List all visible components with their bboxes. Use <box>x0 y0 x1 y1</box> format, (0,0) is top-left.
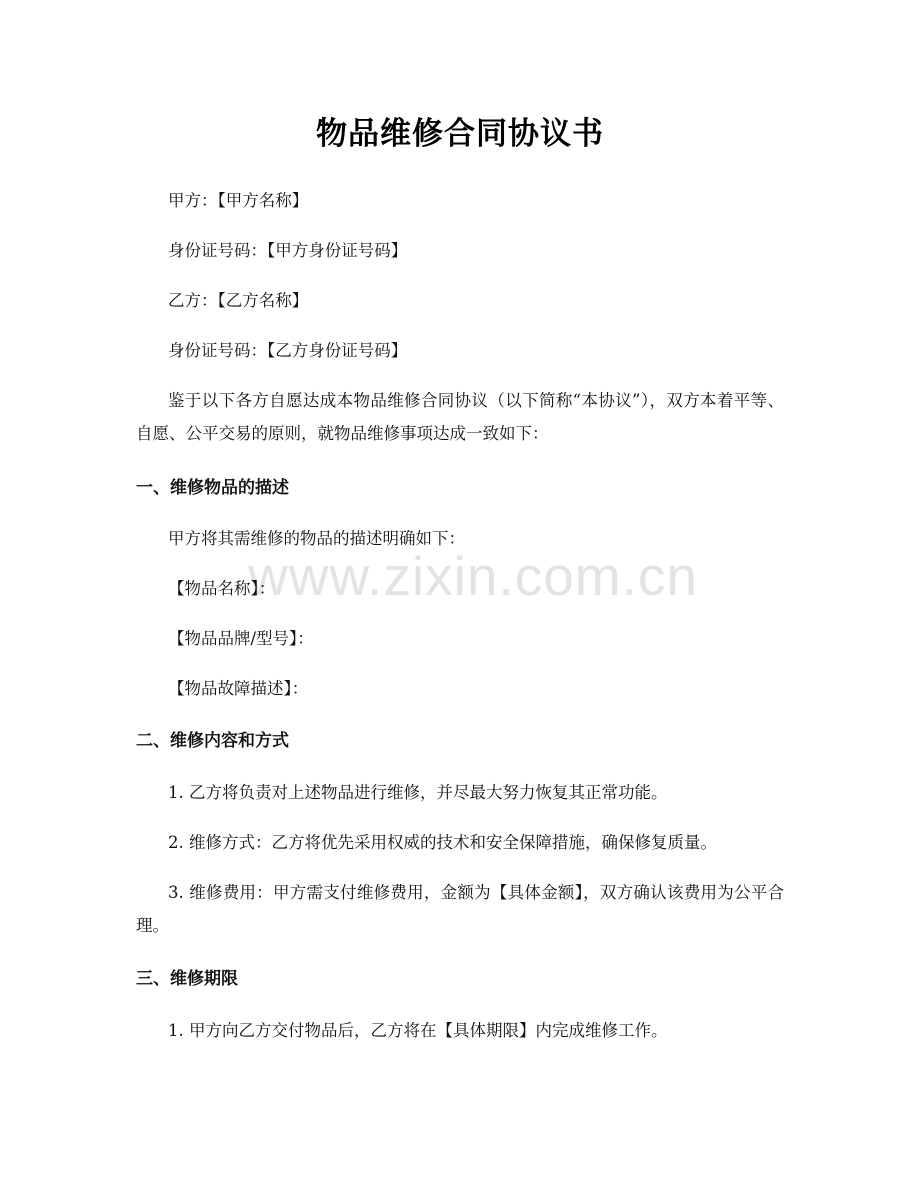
section-3-line: 1. 甲方向乙方交付物品后，乙方将在【具体期限】内完成维修工作。 <box>168 1021 668 1040</box>
party-b-line: 乙方：【乙方名称】 <box>168 291 309 310</box>
party-a-line: 甲方：【甲方名称】 <box>168 191 309 210</box>
section-1-heading: 一、维修物品的描述 <box>136 478 289 498</box>
section-2-paragraph: 3. 维修费用：甲方需支付维修费用，金额为【具体金额】，双方确认该费用为公平合理。 <box>136 883 784 935</box>
section-1-line: 【物品品牌/型号】： <box>168 629 314 648</box>
section-1-line: 【物品故障描述】： <box>168 679 309 698</box>
section-2-heading: 二、维修内容和方式 <box>136 731 289 751</box>
section-1-line: 【物品名称】： <box>168 579 276 598</box>
party-a-id-line: 身份证号码：【甲方身份证号码】 <box>168 241 408 260</box>
party-b-id-line: 身份证号码：【乙方身份证号码】 <box>168 341 408 360</box>
document-title: 物品维修合同协议书 <box>316 116 604 152</box>
section-1-line: 甲方将其需维修的物品的描述明确如下： <box>168 529 465 548</box>
section-3-heading: 三、维修期限 <box>136 969 238 989</box>
preamble-paragraph: 鉴于以下各方自愿达成本物品维修合同协议（以下简称“本协议”），双方本着平等、自愿、公平交易的原则，就物品维修事项达成一致如下： <box>136 391 784 443</box>
section-2-line: 1. 乙方将负责对上述物品进行维修，并尽最大努力恢复其正常功能。 <box>168 783 668 802</box>
watermark: www.zixin.com.cn <box>248 545 698 607</box>
section-2-line: 2. 维修方式：乙方将优先采用权威的技术和安全保障措施，确保修复质量。 <box>168 833 717 852</box>
